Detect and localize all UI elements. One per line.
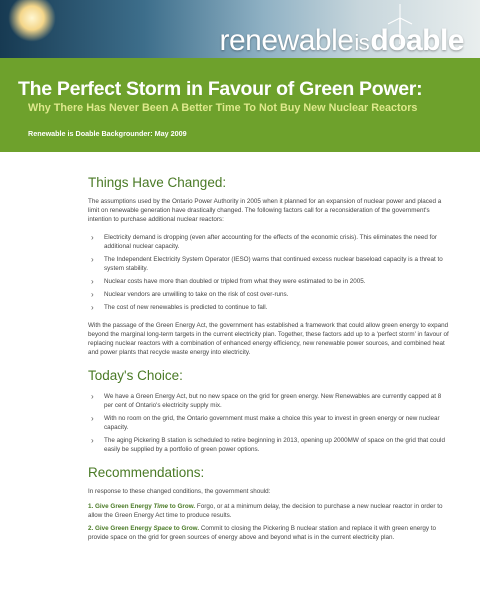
- item-heading-part: to Grow.: [168, 503, 196, 510]
- section-intro: In response to these changed conditions, the government should:: [88, 488, 271, 495]
- item-heading-part: Give Green Energy: [95, 525, 154, 532]
- item-number: 2.: [88, 525, 94, 532]
- brand-word-doable: doable: [370, 24, 464, 57]
- item-heading-part: to Grow.: [172, 525, 200, 532]
- section-recommendations: [88, 465, 450, 542]
- list-item: › With no room on the grid, the Ontario government must make a choice this year to invest in green energy or new nuclear capacity.: [88, 414, 450, 432]
- title-band: [0, 58, 480, 152]
- section-heading: Recommendations:: [88, 465, 205, 480]
- brand-word-is: is: [354, 30, 370, 55]
- item-heading-part: Give Green Energy: [95, 503, 154, 510]
- item-text: Commit to closing the Pickering B nuclear station and replace it with green energy to provide space on the grid for green sources of energy above and beyond what is in the current electricity plan.: [88, 525, 437, 541]
- list-item: › Electricity demand is dropping (even after accounting for the effects of the economic crisis). This eliminates the need for additional nuclear capacity.: [88, 233, 450, 251]
- bullet-list: [88, 392, 450, 454]
- item-number: 1.: [88, 503, 94, 510]
- backgrounder-label: Renewable is Doable Backgrounder: May 2009: [28, 129, 187, 138]
- item-heading-emphasis: Time: [153, 503, 169, 510]
- item-heading: [95, 525, 199, 532]
- list-item: › We have a Green Energy Act, but no new space on the grid for green energy. New Renewables are currently capped at 8 per cent of Ontario's electricity supply mix.: [88, 392, 450, 410]
- list-item: [88, 502, 450, 520]
- section-intro: The assumptions used by the Ontario Power Authority in 2005 when it planned for an expansion of nuclear power and placed a limit on renewable generation have drastically changed. The following factors call for a reconsideration of the government's intention to purchase additional nuclear reactors:: [88, 198, 442, 223]
- list-item: › The aging Pickering B station is scheduled to retire beginning in 2013, opening up 2000MW of space on the grid that could easily be supplied by a portfolio of green power options.: [88, 436, 450, 454]
- main-content: [88, 175, 450, 553]
- section-heading: Things Have Changed:: [88, 175, 227, 190]
- section-heading: Today's Choice:: [88, 368, 183, 383]
- header-banner: [0, 0, 480, 58]
- list-item: › The cost of new renewables is predicted to continue to fall.: [88, 303, 450, 312]
- list-item: › Nuclear costs have more than doubled or tripled from what they were estimated to be in 2005.: [88, 277, 450, 286]
- list-item: › The Independent Electricity System Operator (IESO) warns that continued excess nuclear baseload capacity is a threat to system stability.: [88, 255, 450, 273]
- item-text: Forgo, or at a minimum delay, the decision to purchase a new nuclear reactor in order to allow the Green Energy Act time to produce results.: [88, 503, 443, 519]
- numbered-list: [88, 502, 450, 542]
- list-item: › Nuclear vendors are unwilling to take on the risk of cost over-runs.: [88, 290, 450, 299]
- document-title: The Perfect Storm in Favour of Green Power:: [18, 78, 423, 100]
- bullet-list: [88, 233, 450, 312]
- brand-word-renewable: renewable: [219, 24, 354, 57]
- section-things-changed: [88, 175, 450, 357]
- section-closing: With the passage of the Green Energy Act, the government has established a framework that could allow green energy to expand beyond the marginal long-term targets in the current electricity plan. Together, these factors add up to a 'perfect storm' in favour of replacing nuclear reactors with a combination of enhanced energy efficiency, new renewable power sources, and combined heat and power plants that recycle waste energy into electricity.: [88, 322, 449, 356]
- list-item: [88, 524, 450, 542]
- brand-logo: [219, 24, 464, 58]
- document-subtitle: Why There Has Never Been A Better Time To Not Buy New Nuclear Reactors: [28, 102, 418, 114]
- item-heading-emphasis: Space: [153, 525, 173, 532]
- section-todays-choice: [88, 368, 450, 454]
- sun-graphic: [8, 0, 56, 42]
- item-heading: [95, 503, 195, 510]
